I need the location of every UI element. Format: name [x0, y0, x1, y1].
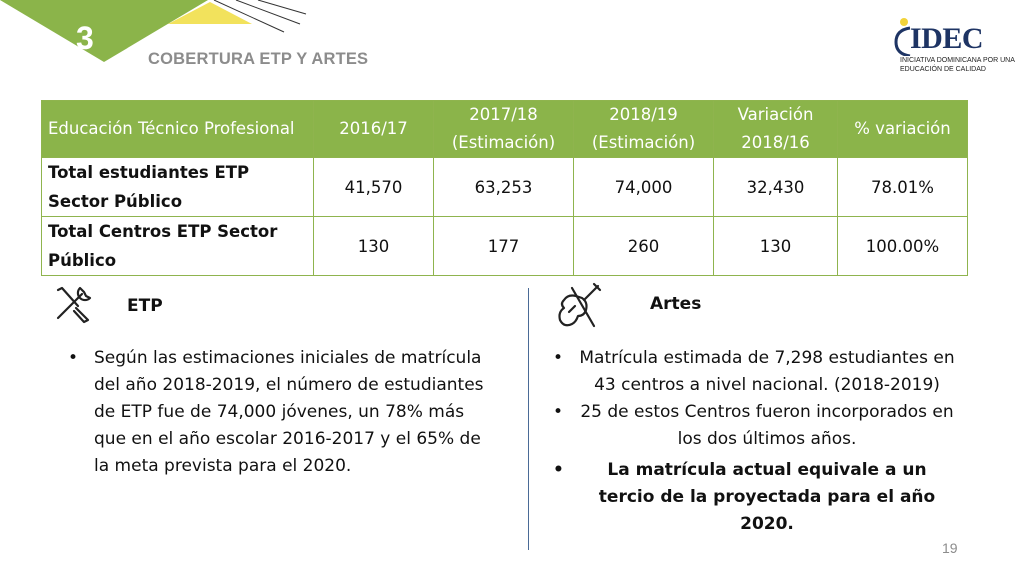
list-item: • 25 de estos Centros fueron incorporados en los dos últimos años. [545, 399, 955, 453]
logo-wordmark: IDEC [910, 22, 984, 55]
etp-bullet-list [60, 345, 490, 480]
section-title: COBERTURA ETP Y ARTES [148, 50, 369, 68]
table-cell: 260 [574, 217, 714, 276]
table-row [42, 217, 968, 276]
diagonal-line-decoration [258, 0, 306, 14]
artes-bullet-list [545, 345, 955, 538]
column-divider [528, 288, 529, 550]
logo-tagline: INICIATIVA DOMINICANA POR UNA EDUCACIÓN DE CALIDAD [900, 57, 1015, 73]
table-row-label: Total estudiantes ETP Sector Público [42, 158, 314, 217]
diagonal-line-decoration [236, 0, 300, 24]
section-number: 3 [76, 20, 94, 56]
table-cell: 41,570 [314, 158, 434, 217]
list-item: • Matrícula estimada de 7,298 estudiantes en 43 centros a nivel nacional. (2018-2019) [545, 345, 955, 399]
violin-icon [554, 282, 602, 330]
list-item: • La matrícula actual equivale a un tercio de la proyectada para el año 2020. [545, 457, 955, 538]
table-row [42, 158, 968, 217]
table-header-cell: 2018/19 (Estimación) [574, 101, 714, 158]
table-cell: 78.01% [838, 158, 968, 217]
idec-logo [890, 16, 1015, 76]
page-number: 19 [942, 540, 958, 556]
list-item: • Según las estimaciones iniciales de matrícula del año 2018-2019, el número de estudiantes de ETP fue de 74,000 jóvenes, un 78% más que en el año escolar 2016-2017 y el 65% de la meta prevista para el 2020. [60, 345, 490, 480]
table-header-cell: Variación 2018/16 [714, 101, 838, 158]
artes-title: Artes [650, 294, 702, 314]
table-cell: 74,000 [574, 158, 714, 217]
tools-icon [52, 284, 96, 324]
table-cell: 100.00% [838, 217, 968, 276]
table-cell: 177 [434, 217, 574, 276]
table-header-cell: 2017/18 (Estimación) [434, 101, 574, 158]
table-cell: 63,253 [434, 158, 574, 217]
table-row-label: Total Centros ETP Sector Público [42, 217, 314, 276]
table-cell: 130 [314, 217, 434, 276]
table-header-cell: % variación [838, 101, 968, 158]
table-header-cell: 2016/17 [314, 101, 434, 158]
etp-title: ETP [127, 296, 163, 316]
table-cell: 32,430 [714, 158, 838, 217]
etp-coverage-table [41, 100, 968, 276]
table-header-row [42, 101, 968, 158]
table-header-cell: Educación Técnico Profesional [42, 101, 314, 158]
table-cell: 130 [714, 217, 838, 276]
